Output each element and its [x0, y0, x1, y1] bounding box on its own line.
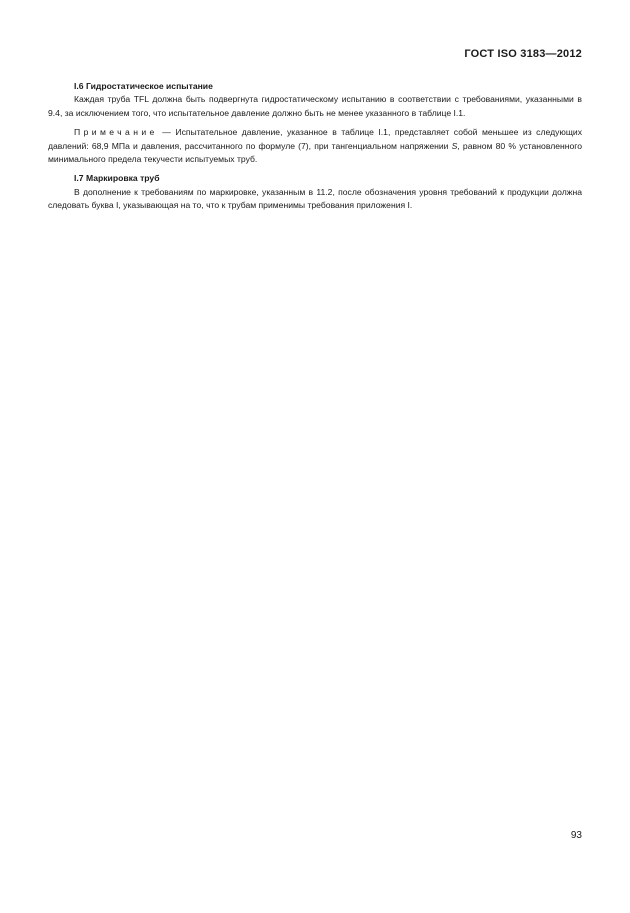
- document-header: ГОСТ ISO 3183—2012: [464, 48, 582, 60]
- section-heading-hydrostatic-test: I.6 Гидростатическое испытание: [74, 81, 213, 91]
- note-text-part2: , равном 80 % установленного минимального предела текучести испытуемых труб.: [48, 140, 582, 165]
- note-symbol: S: [451, 140, 458, 151]
- section-paragraph-hydrostatic-test: Каждая труба TFL должна быть подвергнута гидростатическому испытанию в соответствии с требованиями, указанными в 9.4, за исключением того, что испытательное давление должно быть не менее указанного в таблице I.1.: [48, 94, 582, 118]
- note-text-part1: — Испытательное давление, указанное в таблице I.1, представляет собой меньшее из следующих давлений: 68,9 МПа и давления, рассчитанного по формуле (7), при тангенциальном напряжении: [48, 127, 582, 151]
- section-paragraph-pipe-marking: В дополнение к требованиям по маркировке, указанным в 11.2, после обозначения уровня требований к продукции должна следовать буква I, указывающая на то, что к трубам применимы требования приложения I.: [48, 186, 582, 211]
- note-label: Примечание: [74, 127, 158, 138]
- page-number: 93: [570, 830, 582, 841]
- document-body: [48, 80, 582, 219]
- section-note: [48, 126, 582, 166]
- section-heading-pipe-marking: I.7 Маркировка труб: [74, 173, 160, 184]
